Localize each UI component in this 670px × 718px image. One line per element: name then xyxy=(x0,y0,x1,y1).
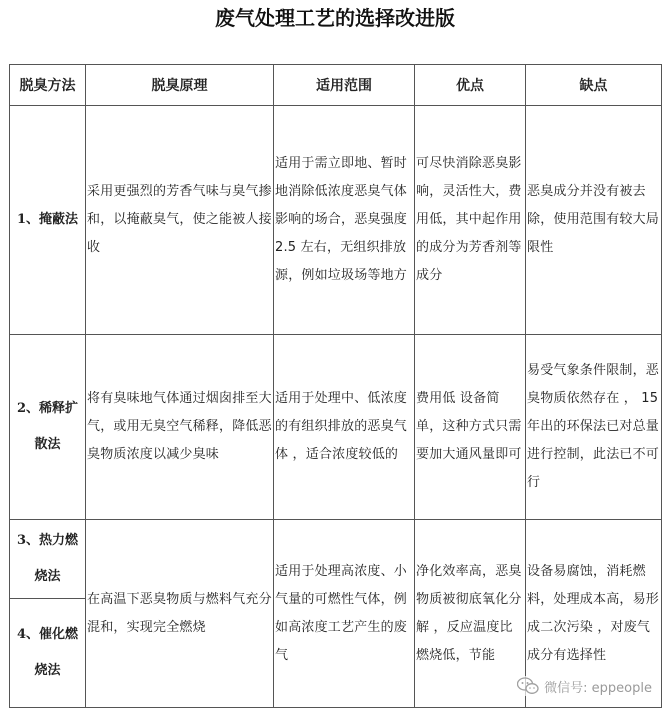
method-cell: 1、掩蔽法 xyxy=(10,106,86,335)
wechat-icon xyxy=(517,677,539,695)
header-disadvantages: 缺点 xyxy=(526,65,662,106)
method-cell: 4、催化燃烧法 xyxy=(10,599,86,708)
scope-cell: 适用于需立即地、暂时地消除低浓度恶臭气体影响的场合，恶臭强度 2.5 左右，无组织排放源，例如垃圾场等地方 xyxy=(274,106,415,335)
table-row xyxy=(10,106,662,335)
principle-cell: 采用更强烈的芳香气味与臭气掺和，以掩蔽臭气，使之能被人接收 xyxy=(86,106,274,335)
process-comparison-table xyxy=(9,64,662,708)
advantages-cell: 可尽快消除恶臭影响，灵活性大，费用低，其中起作用的成分为芳香剂等成分 xyxy=(415,106,526,335)
principle-cell: 在高温下恶臭物质与燃料气充分混和，实现完全燃烧 xyxy=(86,520,274,708)
table-header-row xyxy=(10,65,662,106)
table-row xyxy=(10,520,662,599)
scope-cell: 适用于处理高浓度、小气量的可燃性气体，例如高浓度工艺产生的废气 xyxy=(274,520,415,708)
disadvantages-cell: 易受气象条件限制，恶臭物质依然存在 ， 15年出的环保法已对总量进行控制，此法已不可行 xyxy=(526,335,662,520)
watermark-text: 微信号: eppeople xyxy=(544,680,652,696)
watermark xyxy=(515,676,654,696)
header-method: 脱臭方法 xyxy=(10,65,86,106)
principle-cell: 将有臭味地气体通过烟囱排至大气，或用无臭空气稀释，降低恶臭物质浓度以减少臭味 xyxy=(86,335,274,520)
disadvantages-cell: 设备易腐蚀，消耗燃料，处理成本高，易形成二次污染 ，对废气成分有选择性 xyxy=(526,520,662,708)
disadvantages-cell: 恶臭成分并没有被去除，使用范围有较大局限性 xyxy=(526,106,662,335)
advantages-cell: 费用低 设备简单，这种方式只需要加大通风量即可 xyxy=(415,335,526,520)
header-scope: 适用范围 xyxy=(274,65,415,106)
header-principle: 脱臭原理 xyxy=(86,65,274,106)
page-title: 废气处理工艺的选择改进版 xyxy=(215,6,455,30)
advantages-cell: 净化效率高，恶臭物质被彻底氧化分解 ，反应温度比燃烧低，节能 xyxy=(415,520,526,708)
scope-cell: 适用于处理中、低浓度的有组织排放的恶臭气体 ，适合浓度较低的 xyxy=(274,335,415,520)
method-cell: 2、稀释扩散法 xyxy=(10,335,86,520)
method-cell: 3、热力燃烧法 xyxy=(10,520,86,599)
table-row xyxy=(10,335,662,520)
header-advantages: 优点 xyxy=(415,65,526,106)
